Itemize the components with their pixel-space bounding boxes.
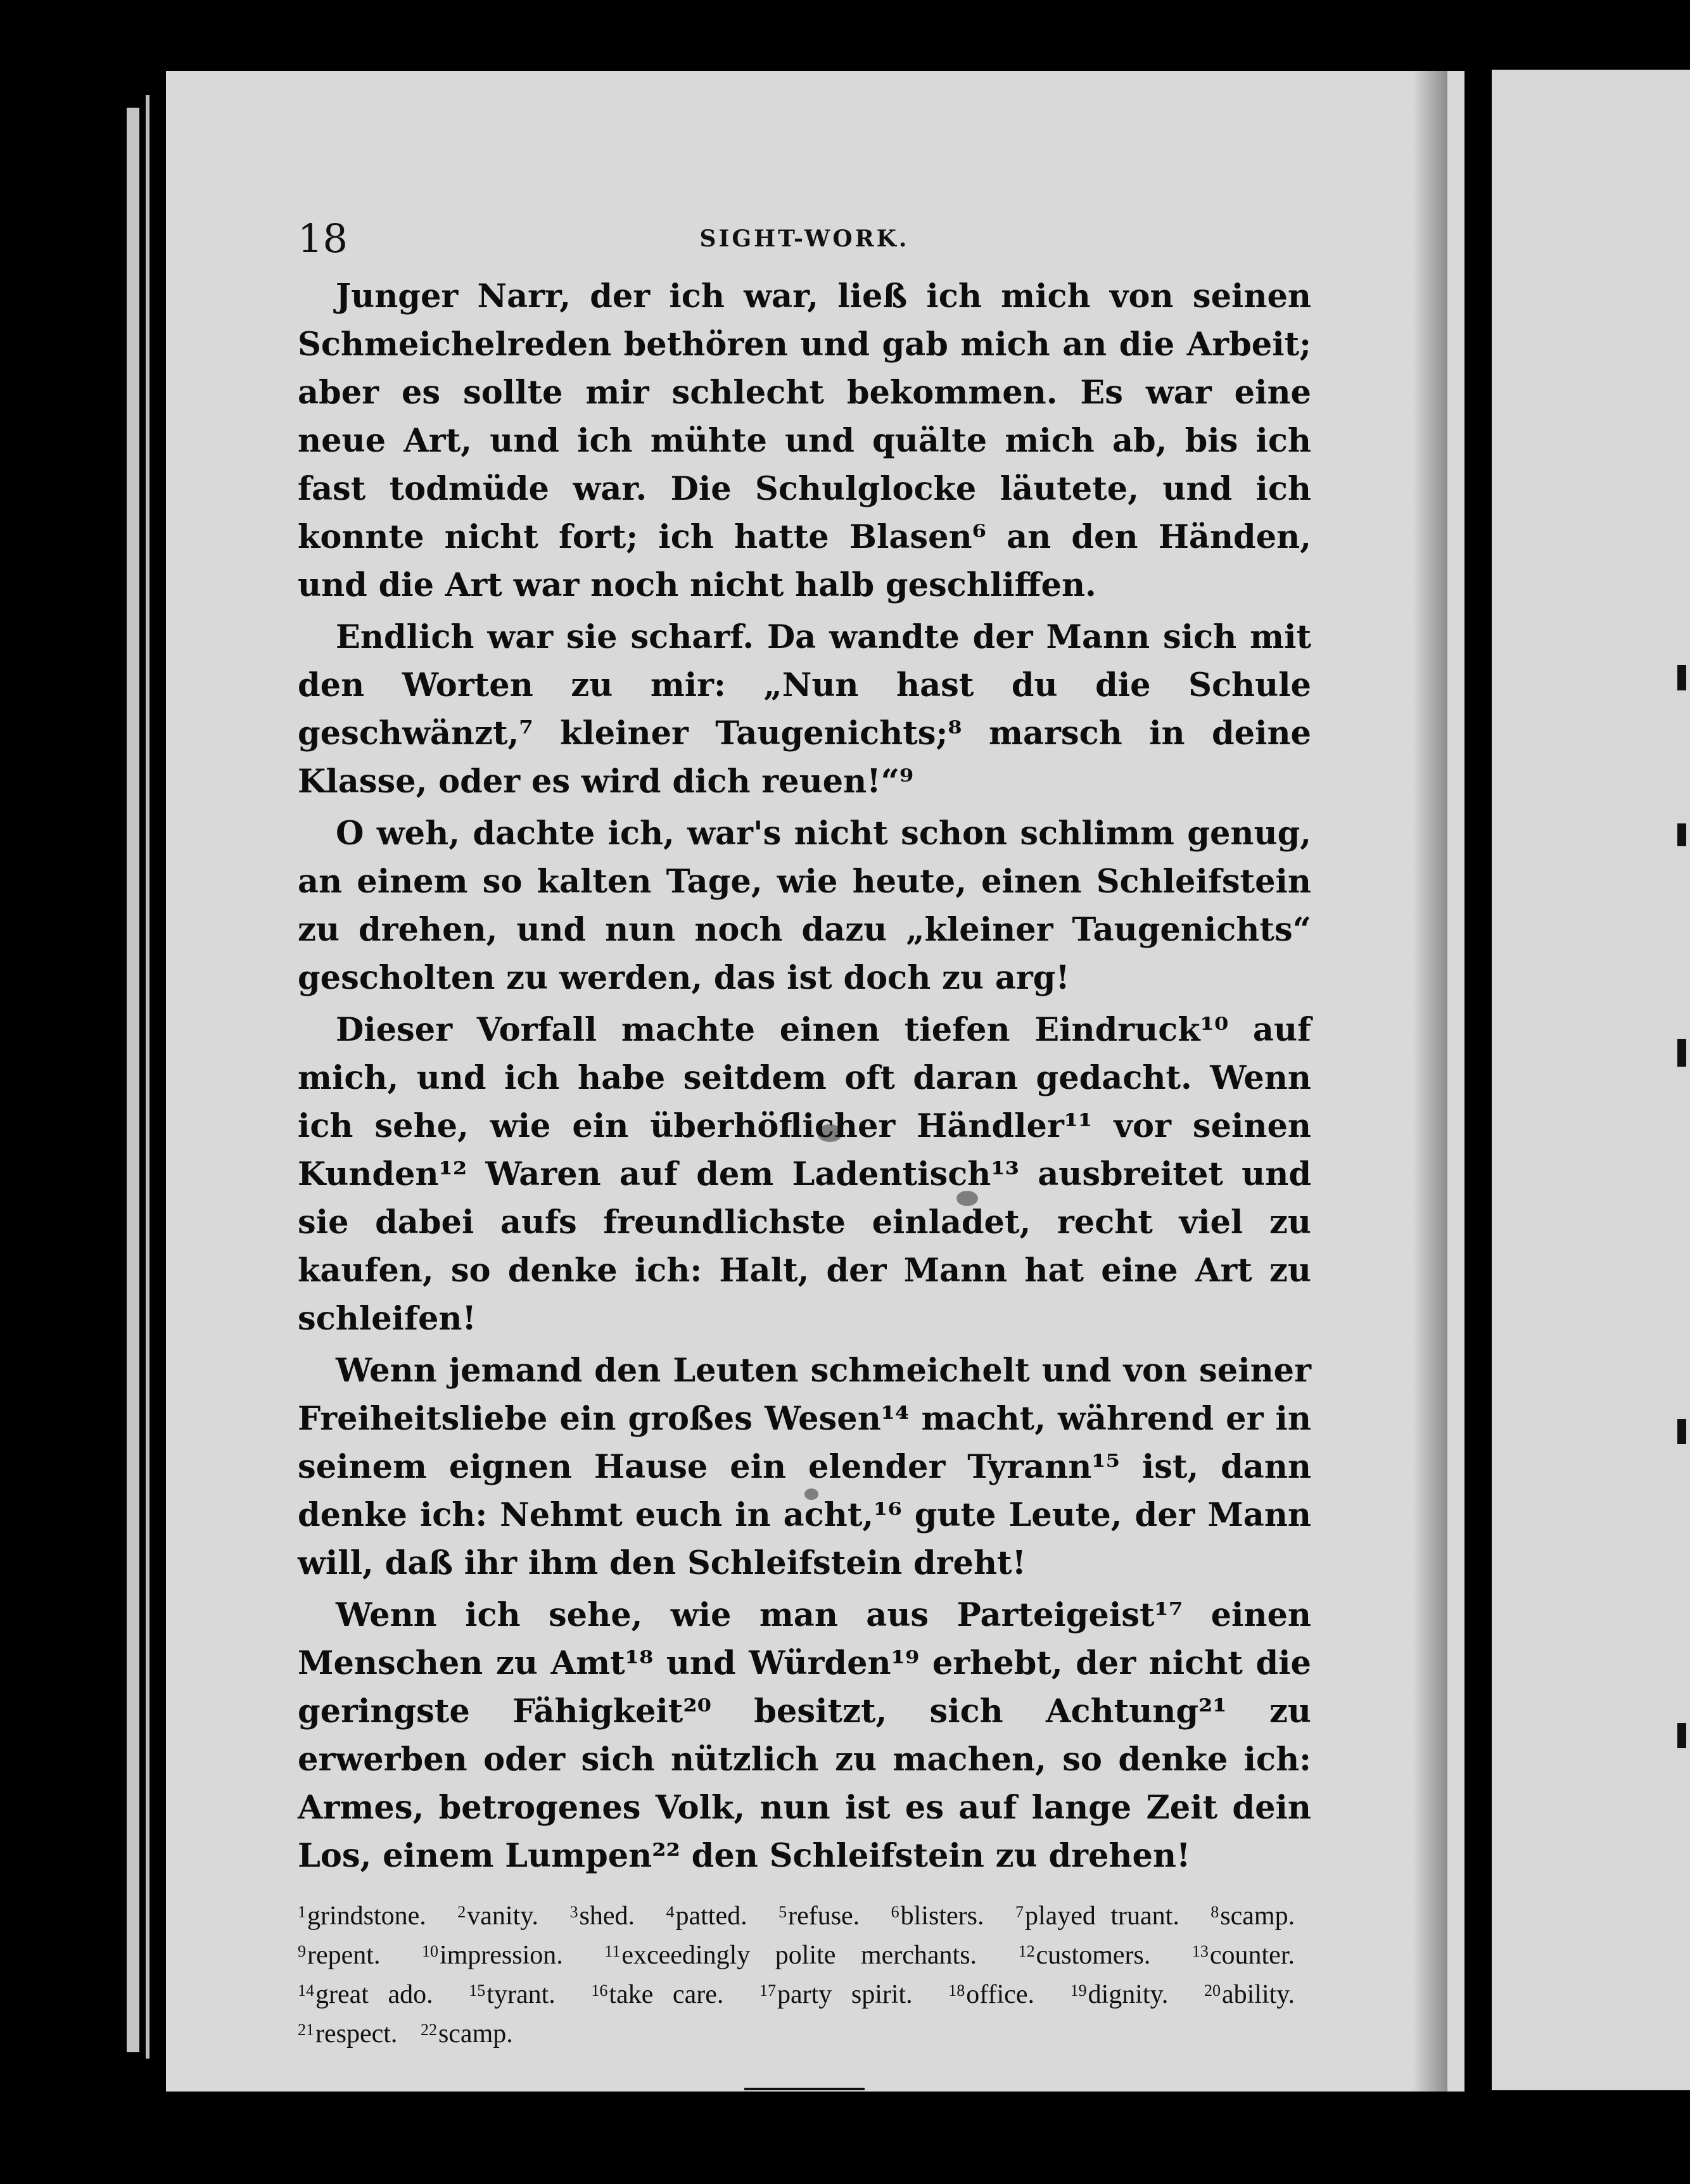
page-header — [298, 209, 1311, 272]
footnote: $^{16}$take care. — [591, 1980, 724, 2009]
footnote: $^4$patted. — [666, 1901, 747, 1931]
footnote: $^{12}$customers. — [1018, 1941, 1151, 1970]
footnote: $^2$vanity. — [457, 1901, 539, 1931]
footnote: $^{22}$scamp. — [420, 2019, 513, 2048]
footnote: $^1$grindstone. — [298, 1901, 426, 1931]
book-gutter — [1413, 71, 1447, 2092]
page-text — [298, 209, 1311, 2090]
end-rule — [744, 2088, 865, 2090]
paragraph: Wenn jemand den Leuten schmeichelt und von seiner Freiheitsliebe ein großes Wesen¹⁴ macht, während er in seinem eignen Hause ein elender Tyrann¹⁵ ist, dann denke ich: Nehmt euch in acht,¹⁶ gute Leute, der Mann will, daß ihr ihm den Schleifstein dreht! — [298, 1352, 1311, 1582]
page-edge-line — [146, 95, 149, 2059]
footnote: $^6$blisters. — [891, 1901, 984, 1931]
footnote: $^{15}$tyrant. — [469, 1980, 556, 2009]
footnote: $^5$refuse. — [778, 1901, 860, 1931]
footnote: $^8$scamp. — [1210, 1901, 1295, 1931]
paragraph: Endlich war sie scharf. Da wandte der Mann sich mit den Worten zu mir: „Nun hast du die Schule geschwänzt,⁷ kleiner Taugenichts;⁸ marsch in deine Klasse, oder es wird dich reuen!“⁹ — [298, 618, 1311, 801]
footnote: $^{19}$dignity. — [1070, 1980, 1169, 2009]
footnotes — [298, 1896, 1311, 2054]
next-page-text-fragment — [1677, 823, 1686, 846]
paragraph: O weh, dachte ich, war's nicht schon schlimm genug, an einem so kalten Tage, wie heute, einen Schleifstein zu drehen, und nun noch dazu „kleiner Taugenichts“ gescholten zu werden, das ist doch zu arg! — [298, 815, 1311, 997]
footnote: $^{10}$impression. — [421, 1941, 563, 1970]
next-page-text-fragment — [1677, 1419, 1686, 1444]
footnote: $^3$shed. — [569, 1901, 635, 1931]
footnote: $^9$repent. — [298, 1941, 381, 1970]
next-page-text-fragment — [1677, 665, 1686, 690]
running-head: SIGHT-WORK. — [699, 225, 910, 252]
footnote: $^{21}$respect. — [298, 2019, 398, 2048]
paragraph: Junger Narr, der ich war, ließ ich mich von seinen Schmeichelreden bethören und gab mich an die Arbeit; aber es sollte mir schlecht bekommen. Es war eine neue Art, und ich mühte und quälte mich ab, bis ich fast todmüde war. Die Schulglocke läutete, und ich konnte nicht fort; ich hatte Blasen⁶ an den Händen, und die Art war noch nicht halb geschliffen. — [298, 277, 1311, 604]
next-page-text-fragment — [1677, 1723, 1686, 1748]
footnote: $^{20}$ability. — [1204, 1980, 1295, 2009]
footnote: $^{17}$party spirit. — [759, 1980, 913, 2009]
footnote: $^{18}$office. — [948, 1980, 1034, 2009]
page-edge — [127, 108, 139, 2052]
paragraph: Wenn ich sehe, wie man aus Parteigeist¹⁷ einen Menschen zu Amt¹⁸ und Würden¹⁹ erhebt, der nicht die geringste Fähigkeit²⁰ besitzt, sich Achtung²¹ zu erwerben oder sich nützlich zu machen, so denke ich: Armes, betrogenes Volk, nun ist es auf lange Zeit dein Los, einem Lumpen²² den Schleifstein zu drehen! — [298, 1596, 1311, 1875]
page-number: 18 — [298, 215, 348, 262]
footnote: $^{14}$great ado. — [298, 1980, 433, 2009]
footnote: $^7$played truant. — [1015, 1901, 1179, 1931]
footnote: $^{13}$counter. — [1191, 1941, 1295, 1970]
next-page-sliver — [1492, 70, 1690, 2090]
next-page-text-fragment — [1677, 1039, 1686, 1067]
footnote: $^{11}$exceedingly polite merchants. — [604, 1941, 977, 1970]
paragraph: Dieser Vorfall machte einen tiefen Eindruck¹⁰ auf mich, und ich habe seitdem oft daran gedacht. Wenn ich sehe, wie ein überhöflicher Händler¹¹ vor seinen Kunden¹² Waren auf dem Ladentisch¹³ ausbreitet und sie dabei aufs freundlichste einladet, recht viel zu kaufen, so denke ich: Halt, der Mann hat eine Art zu schleifen! — [298, 1011, 1311, 1338]
